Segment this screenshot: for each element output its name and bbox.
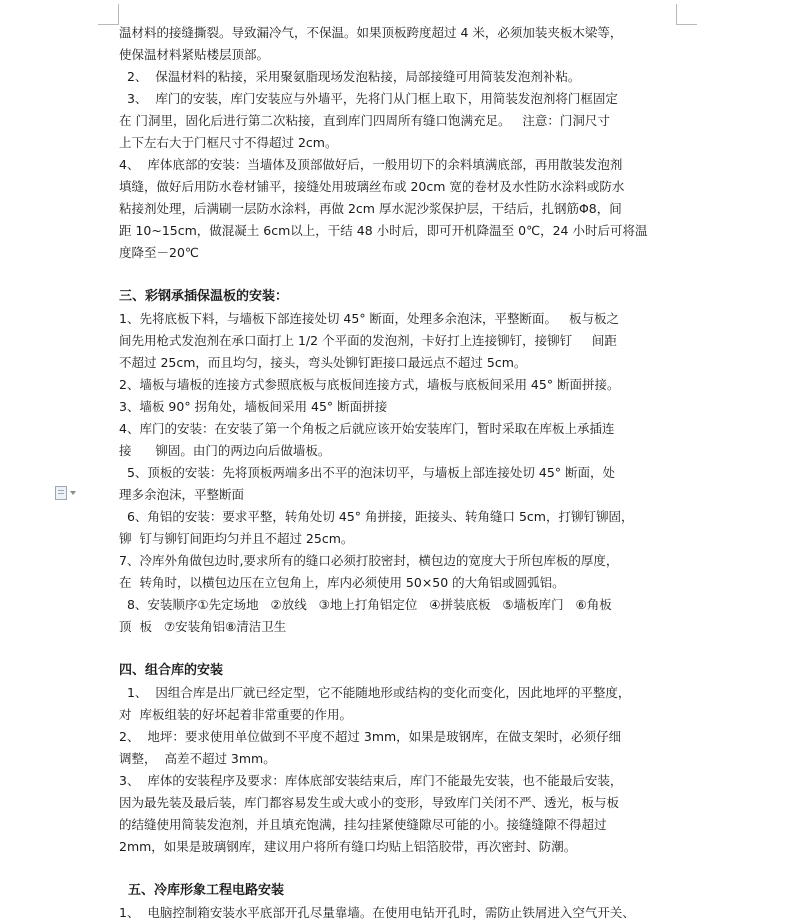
text-line: 5、顶板的安装：先将顶板两端多出不平的泡沫切平，与墙板上部连接处切 45° 断面，处	[119, 465, 616, 480]
text-line: 2、墙板与墙板的连接方式参照底板与底板间连接方式，墙板与底板间采用 45° 断面拼接。	[119, 377, 620, 392]
blank-line	[119, 638, 679, 660]
text-line: 铆 钉与铆钉间距均匀并且不超过 25cm。	[119, 531, 354, 546]
text-line: 1、先将底板下料，与墙板下部连接处切 45° 断面，处理多余泡沫，平整断面。 板与板之	[119, 311, 619, 326]
page-corner-mark-left	[98, 4, 119, 25]
text-line: 对 库板组装的好坏起着非常重要的作用。	[119, 707, 352, 722]
text-line: 温材料的接缝撕裂。导致漏冷气，不保温。如果顶板跨度超过 4 米，必须加装夹板木梁等，	[119, 25, 623, 40]
document-outline-icon[interactable]	[55, 486, 76, 500]
text-line: 间先用枪式发泡剂在承口面打上 1/2 个平面的发泡剂，卡好打上连接铆钉，接铆钉 间距	[119, 333, 617, 348]
text-line: 在 门洞里，固化后进行第二次粘接，直到库门四周所有缝口饱满充足。 注意：门洞尺寸	[119, 113, 610, 128]
text-line: 上下左右大于门框尺寸不得超过 2cm。	[119, 135, 338, 150]
text-line: 理多余泡沫，平整断面	[119, 487, 245, 502]
text-line: 不超过 25cm，而且均匀，接头，弯头处铆钉距接口最远点不超过 5cm。	[119, 355, 527, 370]
page-corner-mark-right	[676, 4, 697, 25]
text-line: 3、墙板 90° 拐角处，墙板间采用 45° 断面拼接	[119, 399, 388, 414]
document-body	[119, 22, 679, 924]
blank-line	[119, 858, 679, 880]
text-line: 3、 库门的安装，库门安装应与外墙平，先将门从门框上取下，用简装发泡剂将门框固定	[119, 91, 618, 106]
text-line: 接 铆固。由门的两边向后做墙板。	[119, 443, 331, 458]
page-icon	[55, 486, 67, 500]
section-heading: 五、冷库形象工程电路安装	[119, 883, 285, 898]
text-line: 1、 电脑控制箱安装水平底部开孔尽量靠墙。在使用电钻开孔时，需防止铁屑进入空气开关、	[119, 905, 635, 920]
text-line: 2mm，如果是玻璃钢库，建议用户将所有缝口均贴上铝箔胶带，再次密封、防潮。	[119, 839, 577, 854]
text-line: 8、安装顺序①先定场地 ②放线 ③地上打角铝定位 ④拼装底板 ⑤墙板库门 ⑥角板	[119, 597, 612, 612]
text-line: 距 10~15cm，做混凝土 6cm以上，干结 48 小时后，即可开机降温至 0℃，24 小时后可将温	[119, 223, 648, 238]
text-line: 4、 库体底部的安装：当墙体及顶部做好后，一般用切下的余料填满底部，再用散装发泡剂	[119, 157, 623, 172]
text-line: 6、角铝的安装：要求平整，转角处切 45° 角拼接，距接头、转角缝口 5cm，打铆钉铆固，	[119, 509, 634, 524]
text-line: 度降至－20℃	[119, 245, 199, 260]
text-line: 顶 板 ⑦安装角铝⑧清洁卫生	[119, 619, 287, 634]
text-line: 因为最先装及最后装，库门都容易发生或大或小的变形，导致库门关闭不严、透光，板与板	[119, 795, 620, 810]
section-heading: 四、组合库的安装	[119, 663, 224, 678]
blank-line	[119, 264, 679, 286]
section-heading: 三、彩钢承插保温板的安装：	[119, 289, 289, 304]
text-line: 4、库门的安装：在安装了第一个角板之后就应该开始安装库门，暂时采取在库板上承插连	[119, 421, 615, 436]
chevron-down-icon	[70, 491, 76, 495]
text-line: 的结缝使用简装发泡剂，并且填充饱满，挂勾挂紧使缝隙尽可能的小。接缝缝隙不得超过	[119, 817, 607, 832]
text-line: 2、 保温材料的粘接，采用聚氨脂现场发泡粘接，局部接缝可用简装发泡剂补粘。	[119, 69, 581, 84]
text-line: 2、 地坪：要求使用单位做到不平度不超过 3mm，如果是玻钢库，在做支架时，必须仔细	[119, 729, 622, 744]
text-line: 1、 因组合库是出厂就已经定型，它不能随地形或结构的变化而变化，因此地坪的平整度，	[119, 685, 631, 700]
text-line: 使保温材料紧贴楼层顶部。	[119, 47, 270, 62]
text-line: 3、 库体的安装程序及要求：库体底部安装结束后，库门不能最先安装，也不能最后安装，	[119, 773, 623, 788]
text-line: 调整， 高差不超过 3mm。	[119, 751, 276, 766]
text-line: 粘接剂处理，后满刷一层防水涂料，再做 2cm 厚水泥沙浆保护层，干结后，扎钢筋Φ8，间	[119, 201, 622, 216]
text-line: 7、冷库外角做包边时,要求所有的缝口必须打胶密封，横包边的宽度大于所包库板的厚度，	[119, 553, 619, 568]
text-line: 在 转角时，以横包边压在立包角上，库内必须使用 50×50 的大角铝或圆弧铝。	[119, 575, 565, 590]
text-line: 填缝，做好后用防水卷材铺平，接缝处用玻璃丝布或 20cm 宽的卷材及水性防水涂料或防水	[119, 179, 625, 194]
